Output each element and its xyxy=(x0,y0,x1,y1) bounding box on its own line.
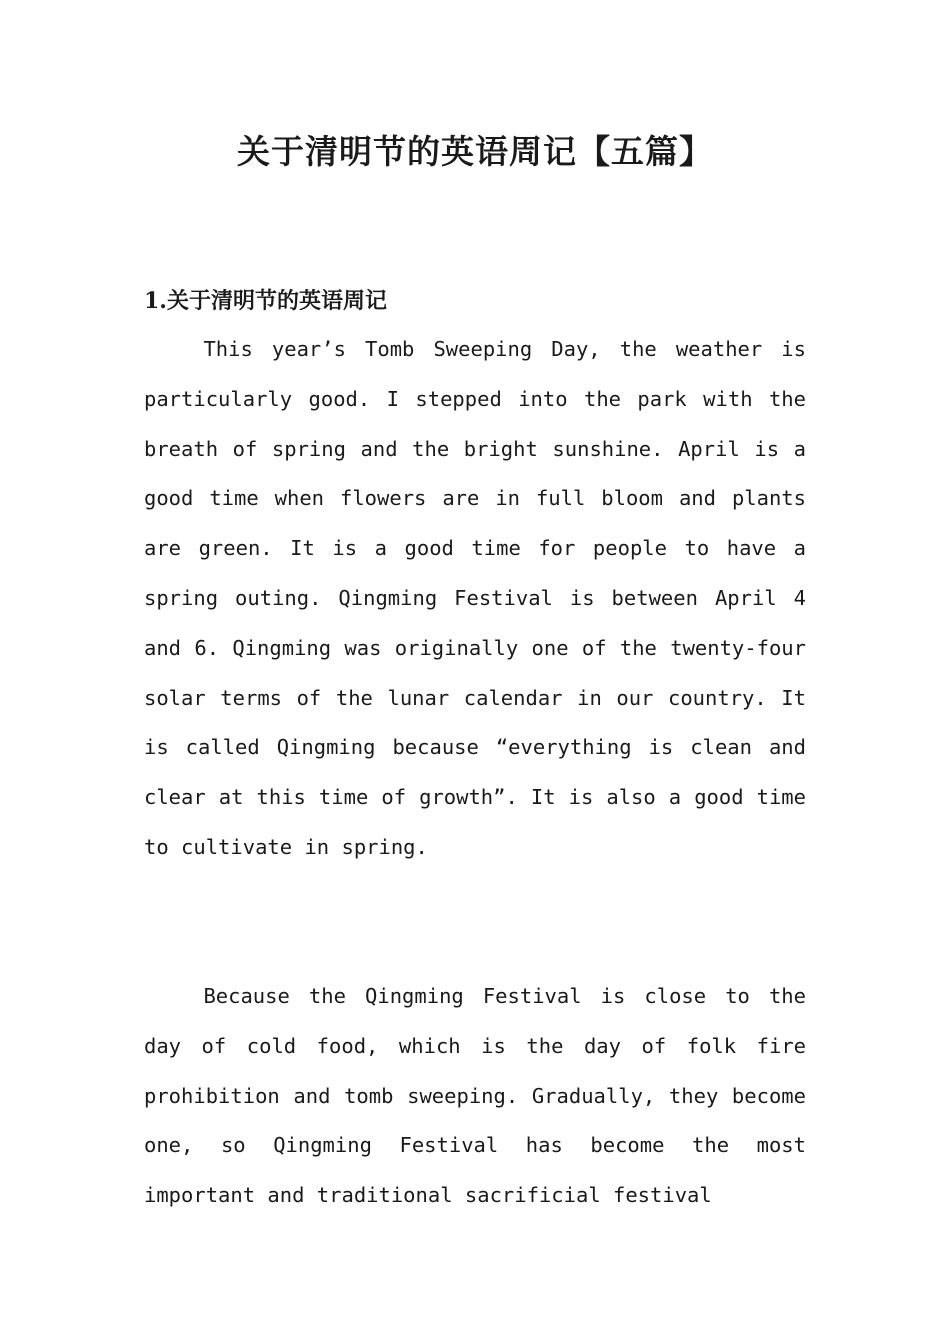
body-paragraph: This year’s Tomb Sweeping Day, the weather is particularly good. I stepped into the park with the breath of spring and the bright sunshine. April is a good time when flowers are in full bloom and plants are green. It is a good time for people to have a spring outing. Qingming Festival is between April 4 and 6. Qingming was originally one of the twenty-four solar terms of the lunar calendar in our country. It is called Qingming because “everything is clean and clear at this time of growth”. It is also a good time to cultivate in spring. xyxy=(144,337,806,859)
body-paragraph: Because the Qingming Festival is close to the day of cold food, which is the day of folk fire prohibition and tomb sweeping. Gradually, they become one, so Qingming Festival has become the most important and traditional sacrificial festival xyxy=(144,984,806,1208)
section-heading: 1.关于清明节的英语周记 xyxy=(144,288,387,314)
document-title: 关于清明节的英语周记【五篇】 xyxy=(237,132,713,171)
